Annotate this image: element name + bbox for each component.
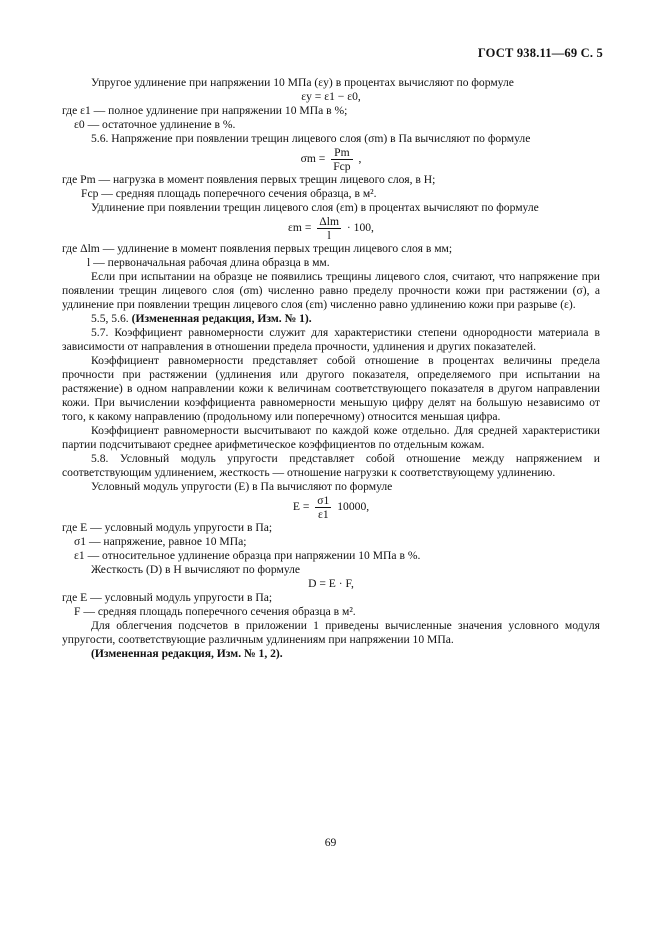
- coefficient-definition-paragraph: Коэффициент равномерности представляет собой отношение в процентах величины предела прочности при растяжении (удлинения или другого показателя, определяемого при испытании на растяжение) в одном направлении кожи к величинам соответствующего показателя в другом направлении кожи. При вычислении коэффициента равномерности меньшую цифру делят на большую независимо от того, к какому направлению (продольному или поперечному) относится меньшая цифра.: [62, 354, 600, 423]
- definition-F: F — средняя площадь поперечного сечения образца в м².: [74, 605, 356, 618]
- section-5-7-paragraph: 5.7. Коэффициент равномерности служит для характеристики степени однородности материала в зависимости от направления в отношении предела прочности, удлинения и других показателей.: [62, 326, 600, 353]
- formula-elongation: [62, 215, 600, 242]
- formula-modulus-left: E =: [292, 500, 310, 514]
- formula-stress-right: ,: [358, 152, 362, 166]
- definition-E-2: где E — условный модуль упругости в Па;: [62, 591, 273, 604]
- formula-stress-left: σm =: [300, 152, 326, 166]
- elastic-elongation-paragraph: Упругое удлинение при напряжении 10 МПа (εу) в процентах вычисляют по формуле: [91, 76, 514, 89]
- definition-sigma1: σ1 — напряжение, равное 10 МПа;: [74, 535, 247, 548]
- revision-note-2: (Измененная редакция, Изм. № 1, 2).: [91, 647, 283, 660]
- formula-stiffness: D = E · F,: [308, 577, 354, 590]
- revision-note-1-text: (Измененная редакция, Изм. № 1).: [131, 312, 312, 325]
- formula-elongation-right: · 100,: [346, 221, 374, 235]
- formula-elongation-fraction: [317, 215, 341, 242]
- formula-stress-denominator: Fср: [333, 160, 351, 173]
- formula-elastic-elongation: εу = ε1 − ε0,: [301, 90, 361, 103]
- appendix-paragraph: Для облегчения подсчетов в приложении 1 приведены вычисленные значения условного модуля упругости, соответствующие различным удлинениям при напряжении 10 МПа.: [62, 619, 600, 646]
- definition-e1: где ε1 — полное удлинение при напряжении 10 МПа в %;: [62, 104, 348, 117]
- page-header: ГОСТ 938.11—69 С. 5: [477, 46, 603, 60]
- revision-note-1: [62, 312, 600, 326]
- formula-stress: [62, 146, 600, 173]
- modulus-paragraph: Условный модуль упругости (E) в Па вычисляют по формуле: [91, 480, 393, 493]
- formula-elongation-numerator: Δlm: [319, 215, 339, 228]
- elongation-paragraph: Удлинение при появлении трещин лицевого слоя (εm) в процентах вычисляют по формуле: [91, 201, 539, 214]
- section-5-6-paragraph: 5.6. Напряжение при появлении трещин лицевого слоя (σm) в Па вычисляют по формуле: [91, 132, 531, 145]
- document-body: [62, 76, 600, 661]
- coefficient-calculation-paragraph: Коэффициент равномерности высчитывают по каждой коже отдельно. Для средней характеристики партии подсчитывают среднее арифметическое коэффициентов по отдельным кожам.: [62, 424, 600, 451]
- formula-modulus-denominator: ε1: [317, 508, 329, 521]
- definition-l: l — первоначальная рабочая длина образца в мм.: [87, 256, 330, 269]
- formula-elongation-left: εm =: [288, 221, 312, 235]
- page-number: 69: [324, 836, 337, 849]
- definition-pm: где Pm — нагрузка в момент появления первых трещин лицевого слоя, в Н;: [62, 173, 436, 186]
- definition-fcp: Fср — средняя площадь поперечного сечения образца, в м².: [81, 187, 377, 200]
- stiffness-paragraph: Жесткость (D) в Н вычисляют по формуле: [91, 563, 301, 576]
- formula-elongation-denominator: l: [327, 229, 331, 242]
- section-5-8-paragraph: 5.8. Условный модуль упругости представляет собой отношение между напряжением и соответствующим удлинением, жесткость — отношение нагрузки к соответствующему удлинению.: [62, 452, 600, 479]
- definition-epsilon1: ε1 — относительное удлинение образца при напряжении 10 МПа в %.: [74, 549, 421, 562]
- definition-e0: ε0 — остаточное удлинение в %.: [74, 118, 236, 131]
- formula-stress-fraction: [331, 146, 352, 173]
- formula-stress-numerator: Pm: [331, 146, 352, 160]
- formula-modulus-numerator: σ1: [317, 494, 330, 507]
- formula-modulus-right: 10000,: [337, 500, 370, 514]
- definition-dlm: где Δlm — удлинение в момент появления первых трещин лицевого слоя в мм;: [62, 242, 453, 255]
- revision-note-1-sections: 5.5, 5.6.: [91, 312, 129, 325]
- formula-modulus-fraction: [315, 494, 331, 521]
- no-crack-paragraph: Если при испытании на образце не появились трещины лицевого слоя, считают, что напряжение при появлении трещин лицевого слоя (σm) численно равно пределу прочности кожи при растяжении (σ), а удлинение при появлении трещин лицевого слоя (εm) численно равно удлинению кожи при разрыве (ε).: [62, 270, 600, 311]
- definition-E: где E — условный модуль упругости в Па;: [62, 521, 273, 534]
- formula-modulus: [62, 494, 600, 521]
